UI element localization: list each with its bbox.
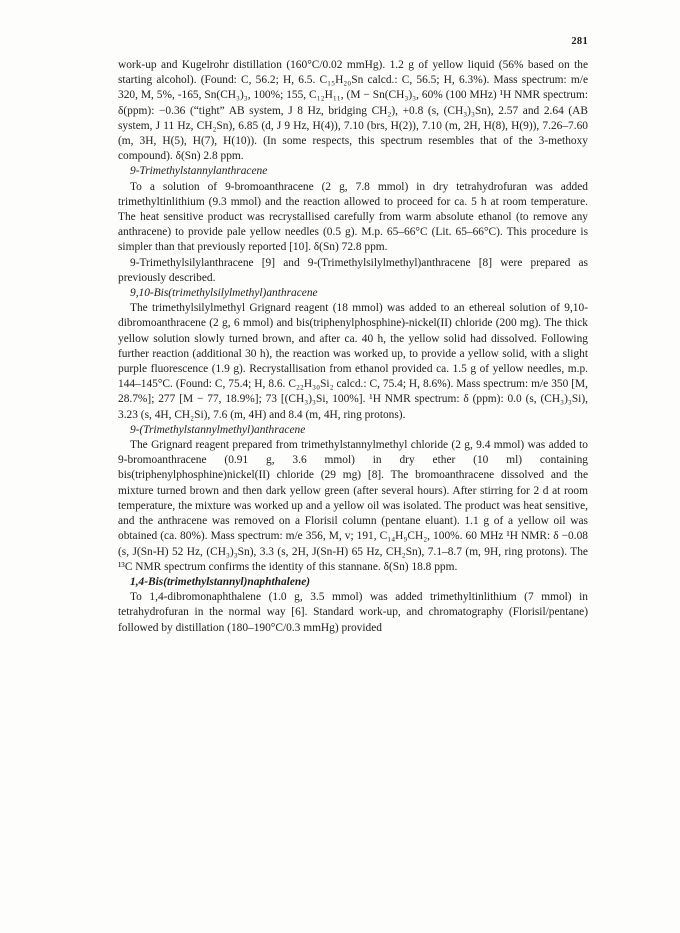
paragraph-continued: work-up and Kugelrohr distillation (160°C/0.02 mmHg). 1.2 g of yellow liquid (56% based on the starting alcohol). (Found: C, 56.2; H, 6.5. C₁₅H₂₀Sn calcd.: C, 56.5; H, 6.3%). Mass spectrum: m/e 320, M, 5%, -165, Sn(CH₃)₃, 100%; 155, C₁₂H₁₁, (M − Sn(CH₃)₃, 60% (100 MHz) ¹H NMR spectrum: δ(ppm): −0.36 (“tight” AB system, J 8 Hz, bridging CH₂), +0.8 (s, (CH₃)₃Sn), 2.57 and 2.64 (AB system, J 11 Hz, CH₂Sn), 6.85 (d, J 9 Hz, H(4)), 7.10 (brs, H(2)), 7.10 (m, 2H, H(8), H(9)), 7.26–7.60 (m, 3H, H(5), H(7), H(10)). (In some respects, this spectrum resembles that of the 3-methoxy compound). δ(Sn) 2.8 ppm. (118, 59, 588, 163)
paragraph: To 1,4-dibromonaphthalene (1.0 g, 3.5 mmol) was added trimethyltinlithium (7 mmol) in tetrahydrofuran in the normal way [6]. Standard work-up, and chromatography (Florisil/pentane) followed by distillation (180–190°C/0.3 mmHg) provided (118, 591, 588, 634)
paragraph: 9-Trimethylsilylanthracene [9] and 9-(Trimethylsilylmethyl)anthracene [8] were prepared as previously described. (118, 256, 588, 284)
article-body (118, 58, 588, 636)
paragraph: The Grignard reagent prepared from trimethylstannylmethyl chloride (2 g, 9.4 mmol) was added to 9-bromoanthracene (0.91 g, 3.6 mmol) in dry ether (10 ml) containing bis(triphenylphosphine)nickel(II) chloride (29 mg) [8]. The bromoanthracene dissolved and the mixture turned brown and then dark yellow green (after several hours). After stirring for 2 d at room temperature, the mixture was worked up and a yellow oil was isolated. The product was heat sensitive, and the anthracene was removed on a Florisil column (pentane eluant). 1.1 g of a yellow oil was obtained (ca. 80%). Mass spectrum: m/e 356, M, v; 191, C₁₄H₉CH₂, 100%. 60 MHz ¹H NMR: δ −0.08 (s, J(Sn-H) 52 Hz, (CH₃)₃Sn), 3.3 (s, 2H, J(Sn-H) 65 Hz, CH₂Sn), 7.1–8.7 (m, 9H, ring protons). The ¹³C NMR spectrum confirms the identity of this stannane. δ(Sn) 18.8 ppm. (118, 439, 588, 573)
section-heading: 1,4-Bis(trimethylstannyl)naphthalene) (130, 575, 311, 588)
section-heading: 9-Trimethylstannylanthracene (130, 165, 268, 178)
section-heading: 9-(Trimethylstannylmethyl)anthracene (130, 423, 306, 436)
paragraph: To a solution of 9-bromoanthracene (2 g, 7.8 mmol) in dry tetrahydrofuran was added trimethyltinlithium (9.3 mmol) and the reaction allowed to proceed for ca. 5 h at room temperature. The heat sensitive product was recrystallised carefully from warm absolute ethanol (to remove any anthracene) to provide pale yellow needles (0.5 g). M.p. 65–66°C (Lit. 65–66°C). This procedure is simpler than that previously reported [10]. δ(Sn) 72.8 ppm. (118, 180, 588, 254)
paragraph: The trimethylsilylmethyl Grignard reagent (18 mmol) was added to an ethereal solution of 9,10-dibromoanthracene (2 g, 6 mmol) and bis(triphenylphosphine)-nickel(II) chloride (200 mg). The thick yellow solution slowly turned brown, and after ca. 40 h, the yellow solid had dissolved. Following further reaction (additional 30 h), the reaction was worked up, to provide a yellow solid, with a slight purple fluorescence (1.9 g). Recrystallisation from ethanol provided ca. 1.5 g of yellow needles, m.p. 144–145°C. (Found: C, 75.4; H, 8.6. C₂₂H₃₀Si₂ calcd.: C, 75.4; H, 8.6%). Mass spectrum: m/e 350 [M, 28.7%]; 277 [M − 77, 18.9%]; 73 [(CH₃)₃Si, 100%]. ¹H NMR spectrum: δ (ppm): 0.0 (s, (CH₃)₃Si), 3.23 (s, 4H, CH₂Si), 7.6 (m, 4H) and 8.4 (m, 4H, ring protons). (118, 302, 588, 421)
section-heading: 9,10-Bis(trimethylsilylmethyl)anthracene (130, 287, 318, 300)
page-number: 281 (571, 36, 588, 47)
